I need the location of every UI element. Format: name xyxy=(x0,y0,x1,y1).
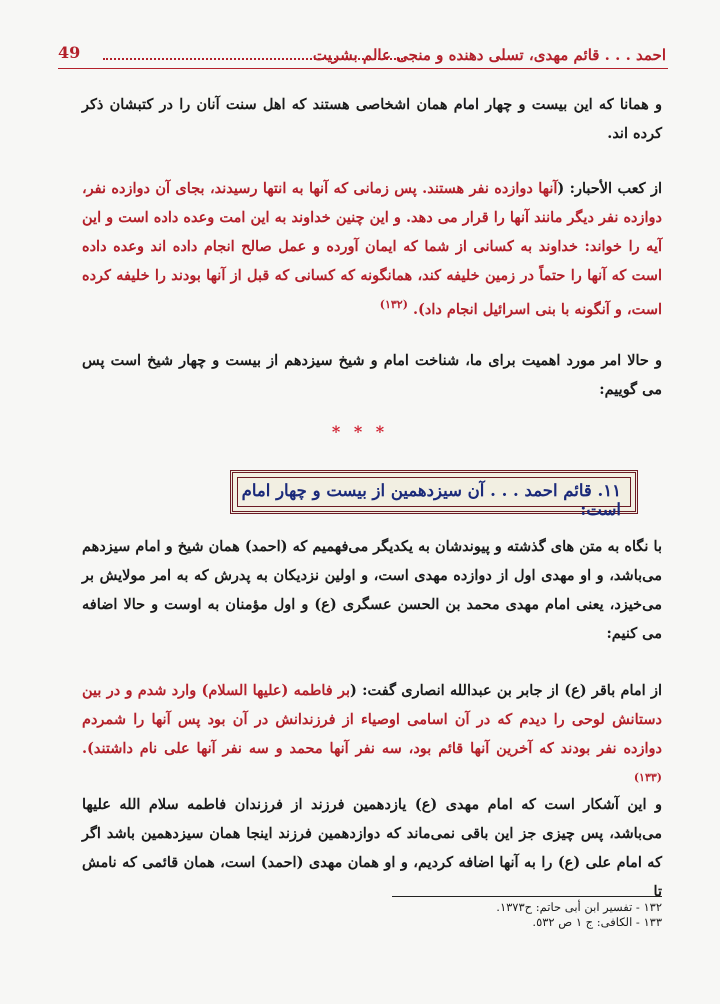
paragraph-2-intro: از کعب الأحبار: ( xyxy=(557,180,662,197)
footnote-133: ١٣٣ - الکافی: ج ١ ص ٥٣٢. xyxy=(532,915,662,929)
footnote-divider xyxy=(392,896,662,897)
paragraph-5-jabir xyxy=(82,676,662,797)
paragraph-4: با نگاه به متن های گذشته و پیوندشان به یکدیگر می‌فهمیم که (احمد) همان شیخ و امام سیزدهم می‌باشد، و او مهدی اول از دوازده مهدی است، و اولین نزدیکان به پدرش که به امر مولایش بر می‌خیزد، یعنی امام مهدی محمد بن الحسن عسگری (ع) و اول مؤمنان به اوست و حالا اضافه می کنیم: xyxy=(82,538,662,642)
page-number: 49 xyxy=(58,43,81,62)
paragraph-2-quote: آنها دوازده نفر هستند. پس زمانی که آنها به انتها رسیدند، بجای آن دوازده نفر، دوازده نفر دیگر مانند آنها را قرار می دهد. و این چنین خداوند به این امت وعده داده است و این آیه را خواند: خداوند به کسانی از شما که ایمان آورده و عمل صالح انجام داده اند وعده داده است که آنها را حتماً در زمین خلیفه کند، همانگونه که کسانی که قبل از آنها بودند را خلیفه کرده است، و آنگونه با بنی اسرائیل انجام داد). xyxy=(82,180,662,318)
paragraph-2-kaab xyxy=(82,174,662,324)
footnote-ref-133: (١٣٣) xyxy=(633,771,662,784)
footnote-ref-132: (١٣٢) xyxy=(379,298,408,311)
footnote-132: ١٣٢ - تفسیر ابن أبی حاتم: ح١٣٧٣. xyxy=(496,900,662,914)
section-heading-box xyxy=(230,470,638,519)
section-separator: * * * xyxy=(331,422,389,441)
header-title: احمد . . . قائم مهدی، تسلی دهنده و منجی عالم بشریت xyxy=(312,46,666,64)
paragraph-6: و این آشکار است که امام مهدی (ع) یازدهمین فرزند از فرزندان فاطمه سلام الله علیها می‌باشد، پس چیزی جز این باقی نمی‌ماند که دوازدهمین فرزند اینجا همان سیزدهمین باشد اگر که امام علی (ع) را به آنها اضافه کردیم، و او همان مهدی (احمد) است، همان قائمی که نامش تا xyxy=(82,796,662,900)
section-heading: ١١. قائم احمد . . . آن سیزدهمین از بیست و چهار امام است: xyxy=(241,481,621,519)
page-header xyxy=(58,40,668,69)
paragraph-3: و حالا امر مورد اهمیت برای ما، شناخت امام و شیخ سیزدهم از بیست و چهار شیخ است پس می گوییم: xyxy=(82,352,662,398)
paragraph-1: و همانا که این بیست و چهار امام همان اشخاصی هستند که اهل سنت آنان را در کتبشان ذکر کرده اند. xyxy=(82,96,662,142)
paragraph-5-intro: از امام باقر (ع) از جابر بن عبدالله انصاری گفت: ( xyxy=(350,682,662,699)
header-dotted-leader xyxy=(103,44,403,60)
paragraph-5-quote: بر فاطمه (علیها السلام) وارد شدم و در بین دستانش لوحی را دیدم که در آن اسامی اوصیاء از فرزندانش در آن بود پس آنها را شمردم دوازده نفر بودند که آخرین آنها قائم بود، سه نفر آنها محمد و سه نفر آنها علی نام داشتند). xyxy=(82,682,662,757)
